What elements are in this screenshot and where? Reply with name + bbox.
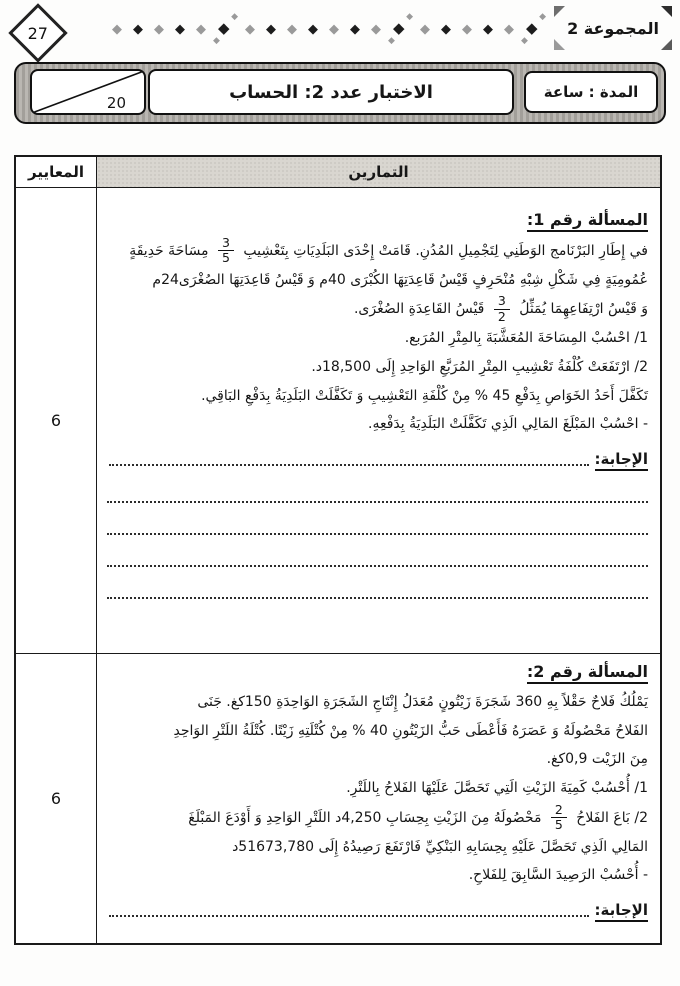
problem-text-line: يَمْلُكُ فَلاحٌ حَقْلاً بِهِ 360 شَجَرَةَ زَيْتُونٍ مُعَدَلُ إِنْتَاجِ الشَجَرَةِ الوَاحِدَةِ 150كغ. جَنَى xyxy=(197,694,648,710)
problem-text-line: الفَلاحُ مَحْصُولَهُ وَ عَصَرَهُ فَأَعْطَى حَبُّ الزَيْتُونِ 40 % مِنْ كُتْلَتِهِ زَيْتًا. كُتْلَةُ اللَتْرِ الوَاحِدِ xyxy=(173,722,648,739)
group-label: المجموعة 2 xyxy=(567,18,659,38)
diamond-cluster-icon: ◆ ◆ ◆ xyxy=(521,11,546,46)
diamond-icon: ◆ xyxy=(462,21,472,37)
problem-text-line: 2/ ارْتَفَعَتْ كُلْفَةُ تَعْشِيبِ المِتْرِ المُرَبَّعِ الوَاحِدِ إِلَى 18,500د. xyxy=(311,358,648,375)
page-top-decoration xyxy=(0,0,680,58)
answer-dotted-line xyxy=(107,567,648,599)
diamond-icon: ◆ xyxy=(483,21,493,37)
problem-text-line: - احْسُبْ المَبْلَغَ المَالِي الَذِي تَكَفَّلَتْ البَلَدِيَةُ بِدَفْعِهِ. xyxy=(368,416,648,433)
corner-mark-icon xyxy=(554,39,565,50)
criteria-column-header: المعايير xyxy=(16,157,97,188)
answer-dotted-line xyxy=(107,471,648,503)
problem-2-statement xyxy=(107,688,648,890)
problem-text-line: مِنَ الزَيْت 0,9كغ. xyxy=(546,751,648,768)
diamond-cluster-icon: ◆ ◆ ◆ xyxy=(388,11,413,46)
answer-lines-area xyxy=(107,471,648,599)
duration-box xyxy=(524,71,658,113)
criteria-score-problem-1: 6 xyxy=(16,188,97,654)
exercises-column-header: التمارين xyxy=(97,157,660,188)
diamond-icon: ◆ xyxy=(112,21,122,37)
score-box xyxy=(30,69,146,115)
problem-text-line: 1/ أُحْسُبْ كَمِيَةَ الزَيْتِ الَتِي تَحَصَّلَ عَلَيْهَا الفَلاحُ بِاللَتْرِ. xyxy=(346,780,648,797)
problem-text-line: في إِطَارِ البَرْنَامج الوَطَنِي لِتَجْمِيلِ المُدُنِ. قَامَتْ إِحْدَى البَلَدِيَاتِ بِتَعْشِيبِ $\frac{3}{5}$ مِسَاحَةَ حَدِيقَةٍ xyxy=(129,235,648,266)
fraction: $\frac{3}{2}$ xyxy=(494,294,510,324)
diamond-row xyxy=(112,11,546,46)
diamond-icon: ◆ xyxy=(308,21,318,37)
answer-row xyxy=(107,892,648,922)
diamond-icon: ◆ xyxy=(441,21,451,37)
problem-text-line: المَالِي الَذِي تَحَصَّلَ عَلَيْهِ بِحِسَابِهِ البَنْكِيِّ فَارْتَفَعَ رَصِيدُهُ إِلَى 51673,780د xyxy=(232,838,648,855)
problem-2-title: المسألة رقم 2: xyxy=(527,662,648,684)
exam-title: الاختبار عدد 2: الحساب xyxy=(229,81,433,103)
exercises-table xyxy=(14,155,662,945)
diamond-icon: ◆ xyxy=(504,21,514,37)
corner-mark-icon xyxy=(554,6,565,17)
exam-title-bar xyxy=(14,62,666,124)
diamond-icon: ◆ xyxy=(420,21,430,37)
problem-1-title: المسألة رقم 1: xyxy=(527,210,648,232)
diamond-cluster-icon: ◆ ◆ ◆ xyxy=(213,11,238,46)
problem-text-line: 1/ احْسُبْ المِسَاحَةَ المُعَشَّبَةَ بِالمِتْرِ المُرَبع. xyxy=(404,330,648,347)
problem-text-line: عُمُومِيَةٍ فِي شَكْلِ شِبْهِ مُنْحَرِفٍ قَيْسُ قَاعِدَتِهَا الكُبْرَى 40م وَ قَيْسُ قَاعِدَتِهَا الصُغْرَى24م xyxy=(152,271,648,288)
group-label-box xyxy=(554,6,672,50)
score-total: 20 xyxy=(106,94,126,112)
problem-2-cell xyxy=(97,654,660,943)
answer-label: الإجابة: xyxy=(595,450,648,471)
diamond-icon: ◆ xyxy=(287,21,297,37)
corner-mark-icon xyxy=(661,6,672,17)
answer-dotted-line xyxy=(107,503,648,535)
answer-row xyxy=(107,441,648,471)
score-diagonal-line xyxy=(32,71,144,113)
problem-text-line: تَكَفَّلَ أَحَدُ الخَوَاصِ بِدَفْعِ 45 % مِنْ كُلْفَةِ التَعْشِيبِ وَ تَكَفَّلَتْ البَلَدِيَةُ بِدَفْعِ البَاقِي. xyxy=(201,387,648,404)
duration-label: المدة : ساعة xyxy=(543,83,639,101)
diamond-icon: ◆ xyxy=(371,21,381,37)
page-number: 27 xyxy=(27,23,49,43)
criteria-score-problem-2: 6 xyxy=(16,654,97,943)
fraction: $\frac{2}{5}$ xyxy=(551,803,567,833)
page-number-badge xyxy=(8,3,67,62)
problem-text-line: - أُحْسُبْ الرَصِيدَ السَّابِقَ لِلفَلاحِ. xyxy=(468,867,648,884)
diamond-icon: ◆ xyxy=(329,21,339,37)
answer-dotted-line xyxy=(107,535,648,567)
exam-title-box xyxy=(148,69,514,115)
answer-dotted-filler xyxy=(109,915,589,917)
problem-1-cell xyxy=(97,188,660,654)
problem-text-line: 2/ بَاعَ الفَلاحُ $\frac{2}{5}$ مَحْصُولَهُ مِنَ الزَيْتِ بِحِسَابِ 4,250د اللَتْرِ الوَاحِدِ وَ أَوْدَعَ المَبْلَغَ xyxy=(188,801,648,833)
diamond-icon: ◆ xyxy=(133,21,143,37)
diamond-icon: ◆ xyxy=(154,21,164,37)
diamond-icon: ◆ xyxy=(175,21,185,37)
answer-dotted-filler xyxy=(109,464,589,466)
diamond-icon: ◆ xyxy=(266,21,276,37)
diamond-icon: ◆ xyxy=(245,21,255,37)
problem-text-line: وَ قَيْسُ ارْتِفَاعِهِمَا يُمَثِّلُ $\frac{3}{2}$ قَيْسُ القَاعِدَةِ الصُغْرَى. xyxy=(353,293,648,324)
corner-mark-icon xyxy=(661,39,672,50)
answer-label: الإجابة: xyxy=(595,901,648,922)
fraction: $\frac{3}{5}$ xyxy=(218,236,234,266)
diamond-icon: ◆ xyxy=(196,21,206,37)
problem-1-statement xyxy=(107,236,648,439)
diamond-icon: ◆ xyxy=(350,21,360,37)
